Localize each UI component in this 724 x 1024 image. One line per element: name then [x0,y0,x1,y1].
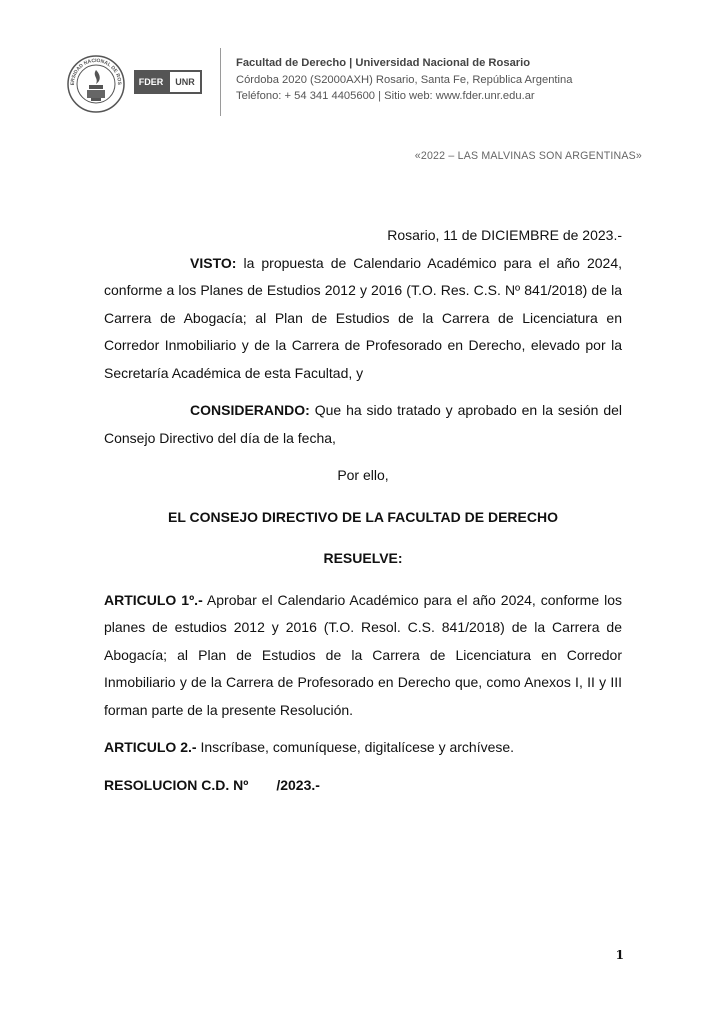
university-seal-icon [66,54,126,114]
date-line: Rosario, 11 de DICIEMBRE de 2023.- [387,227,622,243]
visto-label: VISTO: [190,254,237,271]
header-info [236,55,572,105]
council-heading [104,504,622,532]
considerando-paragraph [104,397,622,452]
institution-address: Córdoba 2020 (S2000AXH) Rosario, Santa Fe, República Argentina [236,73,573,86]
articulo-2-label: ARTICULO 2.- [104,739,197,755]
header-divider [220,48,221,116]
articulo-1 [104,587,622,725]
articulo-2-text: Inscríbase, comuníquese, digitalícese y archívese. [196,739,515,755]
motto: «2022 – LAS MALVINAS SON ARGENTINAS» [414,150,642,162]
fder-logo: FDER [134,70,168,94]
page-number: 1 [615,948,624,962]
por-ello: Por ello, [337,467,389,483]
svg-text:UNIVERSIDAD NACIONAL DE ROSARI: ERSIDAD NACIONAL DE ROS [69,57,123,86]
visto-paragraph [104,250,622,388]
document-body [104,222,622,799]
resuelve-heading-text: RESUELVE: [323,550,403,566]
institution-name: Facultad de Derecho | Universidad Nacional de Rosario [236,57,531,69]
resolucion-label: RESOLUCION C.D. Nº [104,776,249,793]
unr-logo: UNR [168,70,202,94]
considerando-text: Que ha sido tratado y aprobado en la sesión del Consejo Directivo del día de la fecha, [104,402,622,446]
articulo-1-label: ARTICULO 1º.- [104,591,203,608]
council-heading-text: EL CONSEJO DIRECTIVO DE LA FACULTAD DE DERECHO [168,508,558,525]
institution-contact: Teléfono: + 54 341 4405600 | Sitio web: www.fder.unr.edu.ar [236,90,535,102]
letterhead [66,48,666,118]
resolucion-number: /2023.- [276,776,320,793]
articulo-2 [104,734,622,762]
articulo-1-text: Aprobar el Calendario Académico para el año 2024, conforme los planes de estudios 2012 y 2016 (T.O. Resol. C.S. 841/2018) de la Carrera de Abogacía; al Plan de Estudios de la Carrera de Licenciatura en Corredor Inmobiliario y de la Carrera de Profesorado en Derecho que, como Anexos I, II y III forman parte de la presente Resolución. [104,591,622,718]
visto-text: la propuesta de Calendario Académico para el año 2024, conforme a los Planes de Estudios 2012 y 2016 (T.O. Res. C.S. Nº 841/2018) de la Carrera de Abogacía; al Plan de Estudios de la Carrera de Licenciatura en Corredor Inmobiliario y de la Carrera de Profesorado en Derecho, elevado por la Secretaría Académica de esta Facultad, y [104,254,622,381]
resuelve-heading [104,545,622,573]
resolucion-line [104,772,622,800]
considerando-label: CONSIDERANDO: [190,402,310,418]
